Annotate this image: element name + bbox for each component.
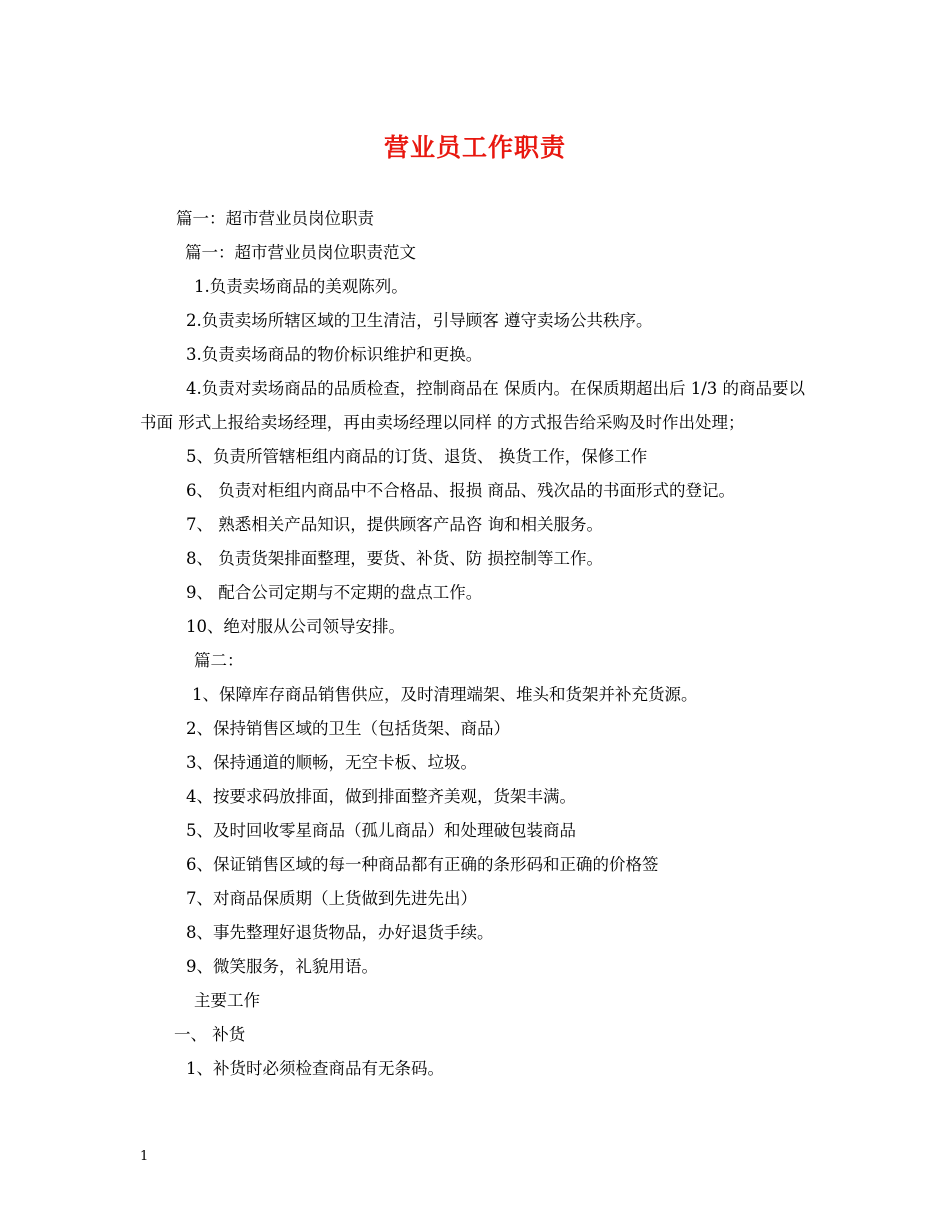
list-item: 1、补货时必须检查商品有无条码。 bbox=[186, 1059, 444, 1078]
list-item: 7、对商品保质期（上货做到先进先出） bbox=[186, 889, 477, 908]
list-item: 9、 配合公司定期与不定期的盘点工作。 bbox=[186, 583, 483, 602]
section-heading: 主要工作 bbox=[194, 991, 260, 1010]
list-item: 3、保持通道的顺畅，无空卡板、垃圾。 bbox=[186, 753, 477, 772]
list-item: 4、按要求码放排面，做到排面整齐美观，货架丰满。 bbox=[186, 787, 576, 806]
subsection-heading: 篇一：超市营业员岗位职责范文 bbox=[185, 243, 416, 262]
list-item: 5、及时回收零星商品（孤儿商品）和处理破包装商品 bbox=[186, 821, 576, 840]
list-item: 6、保证销售区域的每一种商品都有正确的条形码和正确的价格签 bbox=[186, 855, 659, 874]
list-item: 10、绝对服从公司领导安排。 bbox=[186, 617, 405, 636]
page-number: 1 bbox=[140, 1149, 149, 1164]
list-item: 2、保持销售区域的卫生（包括货架、商品） bbox=[186, 719, 510, 738]
list-item: 1.负责卖场商品的美观陈列。 bbox=[194, 277, 408, 296]
list-item: 9、微笑服务，礼貌用语。 bbox=[186, 957, 378, 976]
list-item: 8、事先整理好退货物品，办好退货手续。 bbox=[186, 923, 494, 942]
list-item: 7、 熟悉相关产品知识，提供顾客产品咨 询和相关服务。 bbox=[186, 515, 603, 534]
list-item-long bbox=[140, 372, 820, 440]
list-item: 1、保障库存商品销售供应，及时清理端架、堆头和货架并补充货源。 bbox=[192, 685, 698, 704]
list-item-text: 4.负责对卖场商品的品质检查，控制商品在 保质内。在保质期超出后 1/3 的商品要以书面 形式上报给卖场经理，再由卖场经理以同样 的方式报告给采购及时作出处理； bbox=[140, 379, 806, 432]
list-item: 8、 负责货架排面整理，要货、补货、防 损控制等工作。 bbox=[186, 549, 603, 568]
document-body bbox=[140, 202, 820, 1086]
list-item: 3.负责卖场商品的物价标识维护和更换。 bbox=[186, 345, 483, 364]
section-heading: 篇二： bbox=[194, 651, 244, 670]
subsection-heading: 一、 补货 bbox=[174, 1025, 246, 1044]
page-title: 营业员工作职责 bbox=[383, 133, 566, 162]
list-item: 5、负责所管辖柜组内商品的订货、退货、 换货工作，保修工作 bbox=[186, 447, 648, 466]
section-heading: 篇一：超市营业员岗位职责 bbox=[176, 209, 374, 228]
list-item: 6、 负责对柜组内商品中不合格品、报损 商品、残次品的书面形式的登记。 bbox=[186, 481, 735, 500]
list-item: 2.负责卖场所辖区域的卫生清洁，引导顾客 遵守卖场公共秩序。 bbox=[186, 311, 653, 330]
